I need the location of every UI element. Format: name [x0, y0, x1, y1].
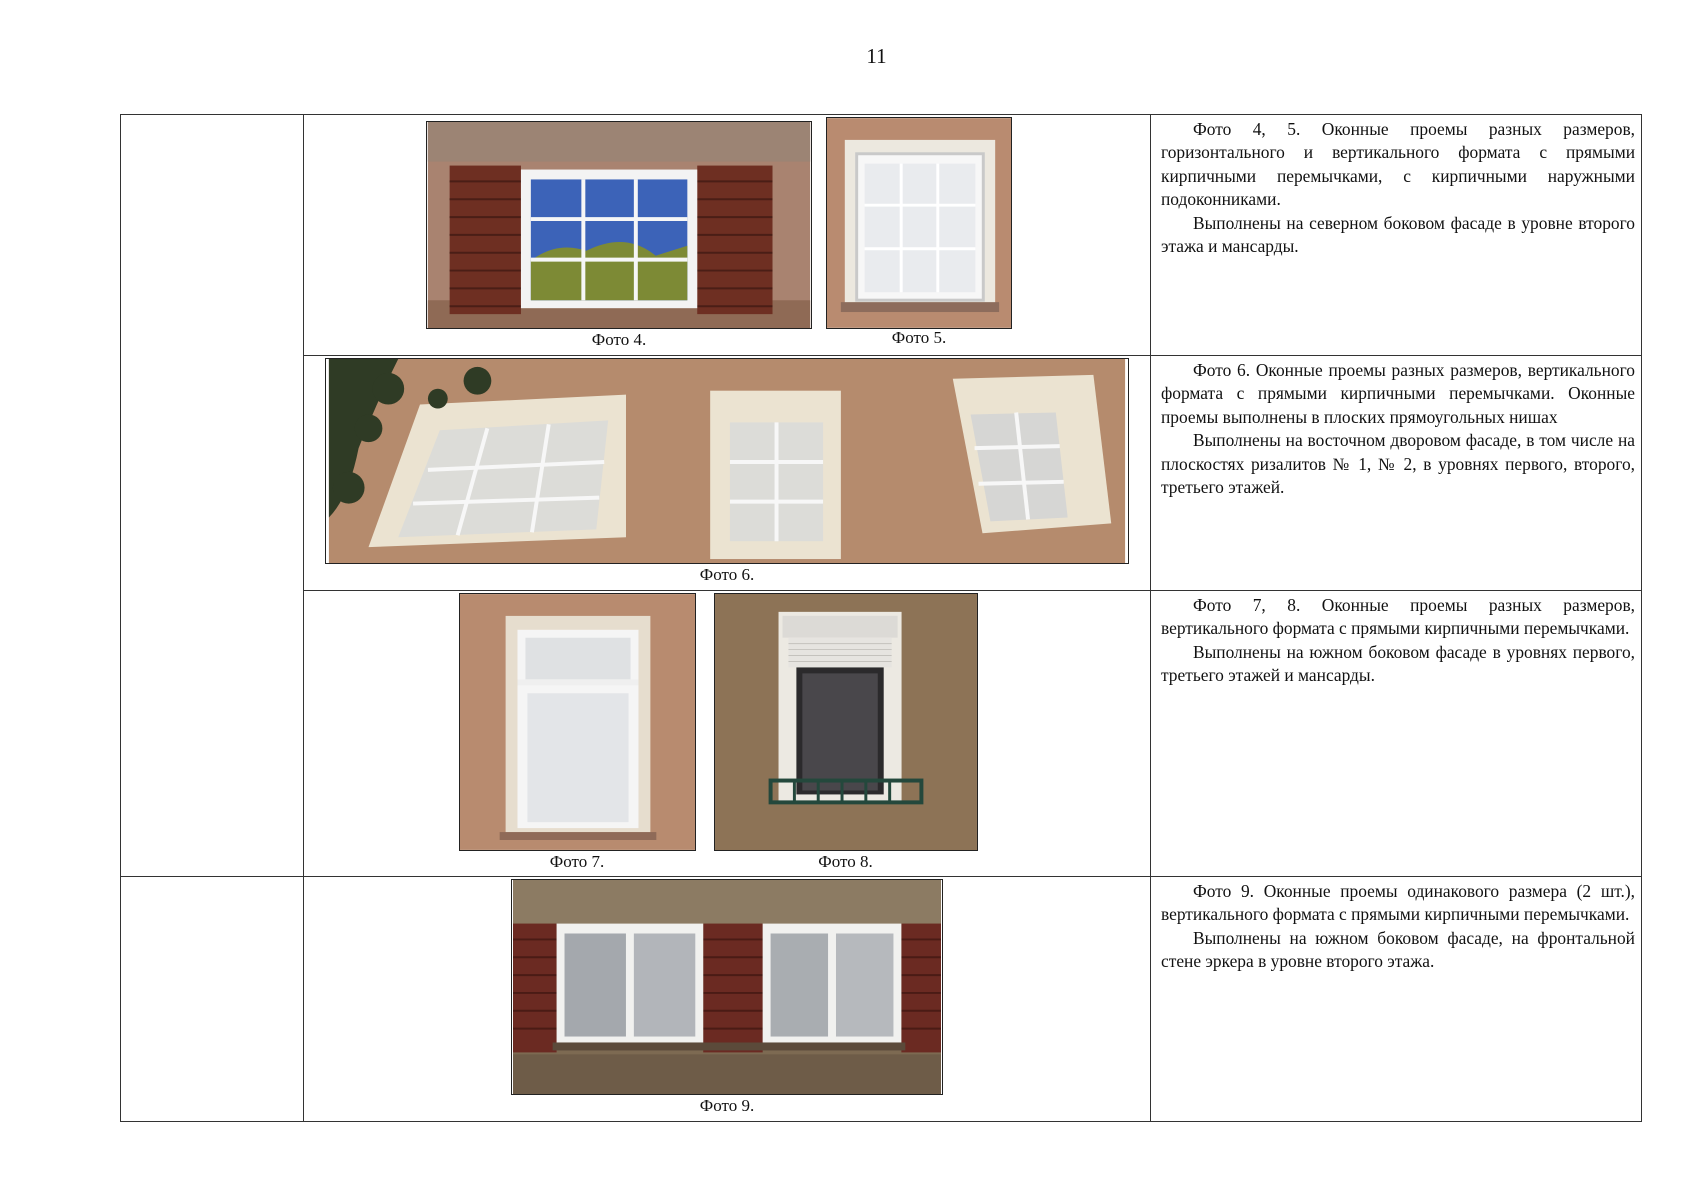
- photo-4-image: [426, 121, 812, 329]
- photo-caption: Фото 4.: [591, 330, 647, 349]
- photo-8-image: [714, 593, 978, 851]
- photo-4: [426, 121, 812, 350]
- photo-cell: [304, 877, 1151, 1122]
- photo-cell: [304, 356, 1151, 591]
- description-paragraph: Выполнены на южном боковом фасаде, на фронтальной стене эркера в уровне второго этажа.: [1161, 927, 1635, 972]
- description-paragraph: Фото 4, 5. Оконные проемы разных размеров, горизонтального и вертикального формата с прямыми кирпичными перемычками, с кирпичными наружными подоконниками.: [1161, 119, 1635, 210]
- photo-9-image: [511, 879, 943, 1095]
- photo-caption: Фото 6.: [699, 565, 755, 584]
- description-paragraph: Фото 9. Оконные проемы одинакового размера (2 шт.), вертикального формата с прямыми кирпичными перемычками.: [1161, 881, 1635, 925]
- description-paragraph: Выполнены на восточном дворовом фасаде, в том числе на плоскостях ризалитов № 1, № 2, в уровнях первого, второго, третьего этажей.: [1161, 430, 1635, 498]
- table-row: [121, 115, 1642, 356]
- photo-5: [826, 117, 1012, 348]
- photo-6-image: [325, 358, 1129, 564]
- empty-cell: [121, 877, 304, 1122]
- page-number: 11: [866, 44, 887, 68]
- photo-cell: [304, 115, 1151, 356]
- table-row: [121, 877, 1642, 1122]
- description-paragraph: Выполнены на северном боковом фасаде в уровне второго этажа и мансарды.: [1161, 212, 1635, 257]
- description-paragraph: Фото 7, 8. Оконные проемы разных размеров, вертикального формата с прямыми кирпичными перемычками.: [1161, 595, 1635, 639]
- description-cell: [1151, 115, 1642, 356]
- description-cell: [1151, 591, 1642, 877]
- photo-8: [714, 593, 978, 872]
- photo-7-image: [459, 593, 696, 851]
- photo-cell: [304, 591, 1151, 877]
- photo-caption: Фото 7.: [549, 852, 605, 871]
- photo-caption: Фото 9.: [699, 1096, 755, 1115]
- facade-photo-table: [120, 114, 1642, 1122]
- empty-cell: [121, 115, 304, 877]
- photo-caption: Фото 8.: [818, 852, 873, 871]
- table-row: [121, 591, 1642, 877]
- photo-9: [511, 879, 943, 1116]
- description-paragraph: Выполнены на южном боковом фасаде в уровнях первого, третьего этажей и мансарды.: [1161, 641, 1635, 686]
- description-cell: [1151, 356, 1642, 591]
- description-paragraph: Фото 6. Оконные проемы разных размеров, вертикального формата с прямыми кирпичными перемычками. Оконные проемы выполнены в плоских прямоугольных нишах: [1161, 360, 1635, 427]
- description-cell: [1151, 877, 1642, 1122]
- photo-caption: Фото 5.: [891, 328, 947, 347]
- photo-6: [325, 358, 1129, 585]
- photo-5-image: [826, 117, 1012, 329]
- table-row: [121, 356, 1642, 591]
- photo-7: [459, 593, 696, 872]
